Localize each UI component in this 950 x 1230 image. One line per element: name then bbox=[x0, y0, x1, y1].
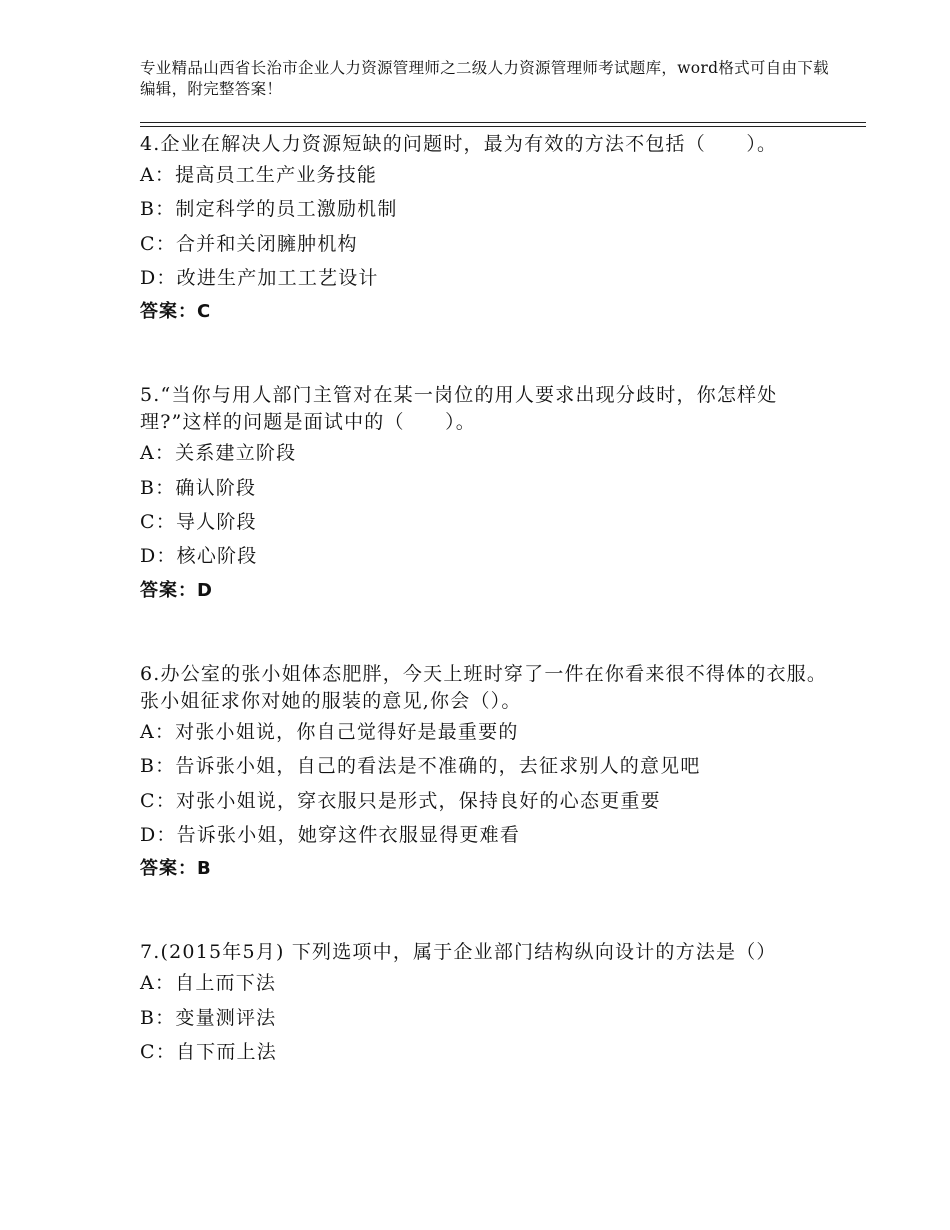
question-7 bbox=[140, 936, 840, 1069]
option-b: B：告诉张小姐，自己的看法是不准确的，去征求别人的意见吧 bbox=[140, 755, 701, 778]
document-header bbox=[140, 58, 830, 100]
option-d: D：核心阶段 bbox=[140, 545, 258, 568]
option-d: D：改进生产加工工艺设计 bbox=[140, 266, 379, 289]
header-divider-thin bbox=[140, 126, 866, 127]
option-a: A：对张小姐说，你自己觉得好是最重要的 bbox=[140, 720, 519, 743]
option-a: A：关系建立阶段 bbox=[140, 442, 297, 465]
question-4 bbox=[140, 128, 840, 329]
question-stem: 7.(2015年5月) 下列选项中，属于企业部门结构纵向设计的方法是（） bbox=[140, 941, 777, 964]
option-b: B：制定科学的员工激励机制 bbox=[140, 198, 398, 221]
answer-label: 答案：D bbox=[140, 579, 213, 601]
answer-label: 答案：B bbox=[140, 858, 212, 880]
option-c: C：合并和关闭臃肿机构 bbox=[140, 232, 358, 255]
option-a: A：自上而下法 bbox=[140, 972, 277, 995]
option-c: C：自下而上法 bbox=[140, 1041, 277, 1064]
answer-label: 答案：C bbox=[140, 301, 212, 323]
question-stem: 4.企业在解决人力资源短缺的问题时，最为有效的方法不包括（ ）。 bbox=[140, 133, 778, 155]
question-5 bbox=[140, 379, 840, 607]
option-c: C：对张小姐说，穿衣服只是形式，保持良好的心态更重要 bbox=[140, 789, 661, 812]
question-list bbox=[140, 128, 840, 1069]
option-b: B：变量测评法 bbox=[140, 1006, 277, 1029]
option-c: C：导人阶段 bbox=[140, 511, 257, 534]
question-6 bbox=[140, 658, 840, 886]
option-d: D：告诉张小姐，她穿这件衣服显得更难看 bbox=[140, 823, 521, 846]
question-stem: 5.“当你与用人部门主管对在某一岗位的用人要求出现分歧时，你怎样处理?”这样的问题是面试中的（ ）。 bbox=[140, 384, 778, 434]
header-divider bbox=[140, 122, 866, 123]
option-b: B：确认阶段 bbox=[140, 476, 257, 499]
option-a: A：提高员工生产业务技能 bbox=[140, 164, 378, 186]
question-stem: 6.办公室的张小姐体态肥胖，今天上班时穿了一件在你看来很不得体的衣服。张小姐征求你对她的服装的意见,你会（）。 bbox=[140, 662, 828, 712]
header-text: 专业精品山西省长治市企业人力资源管理师之二级人力资源管理师考试题库，word格式可自由下载编辑，附完整答案！ bbox=[140, 59, 829, 98]
